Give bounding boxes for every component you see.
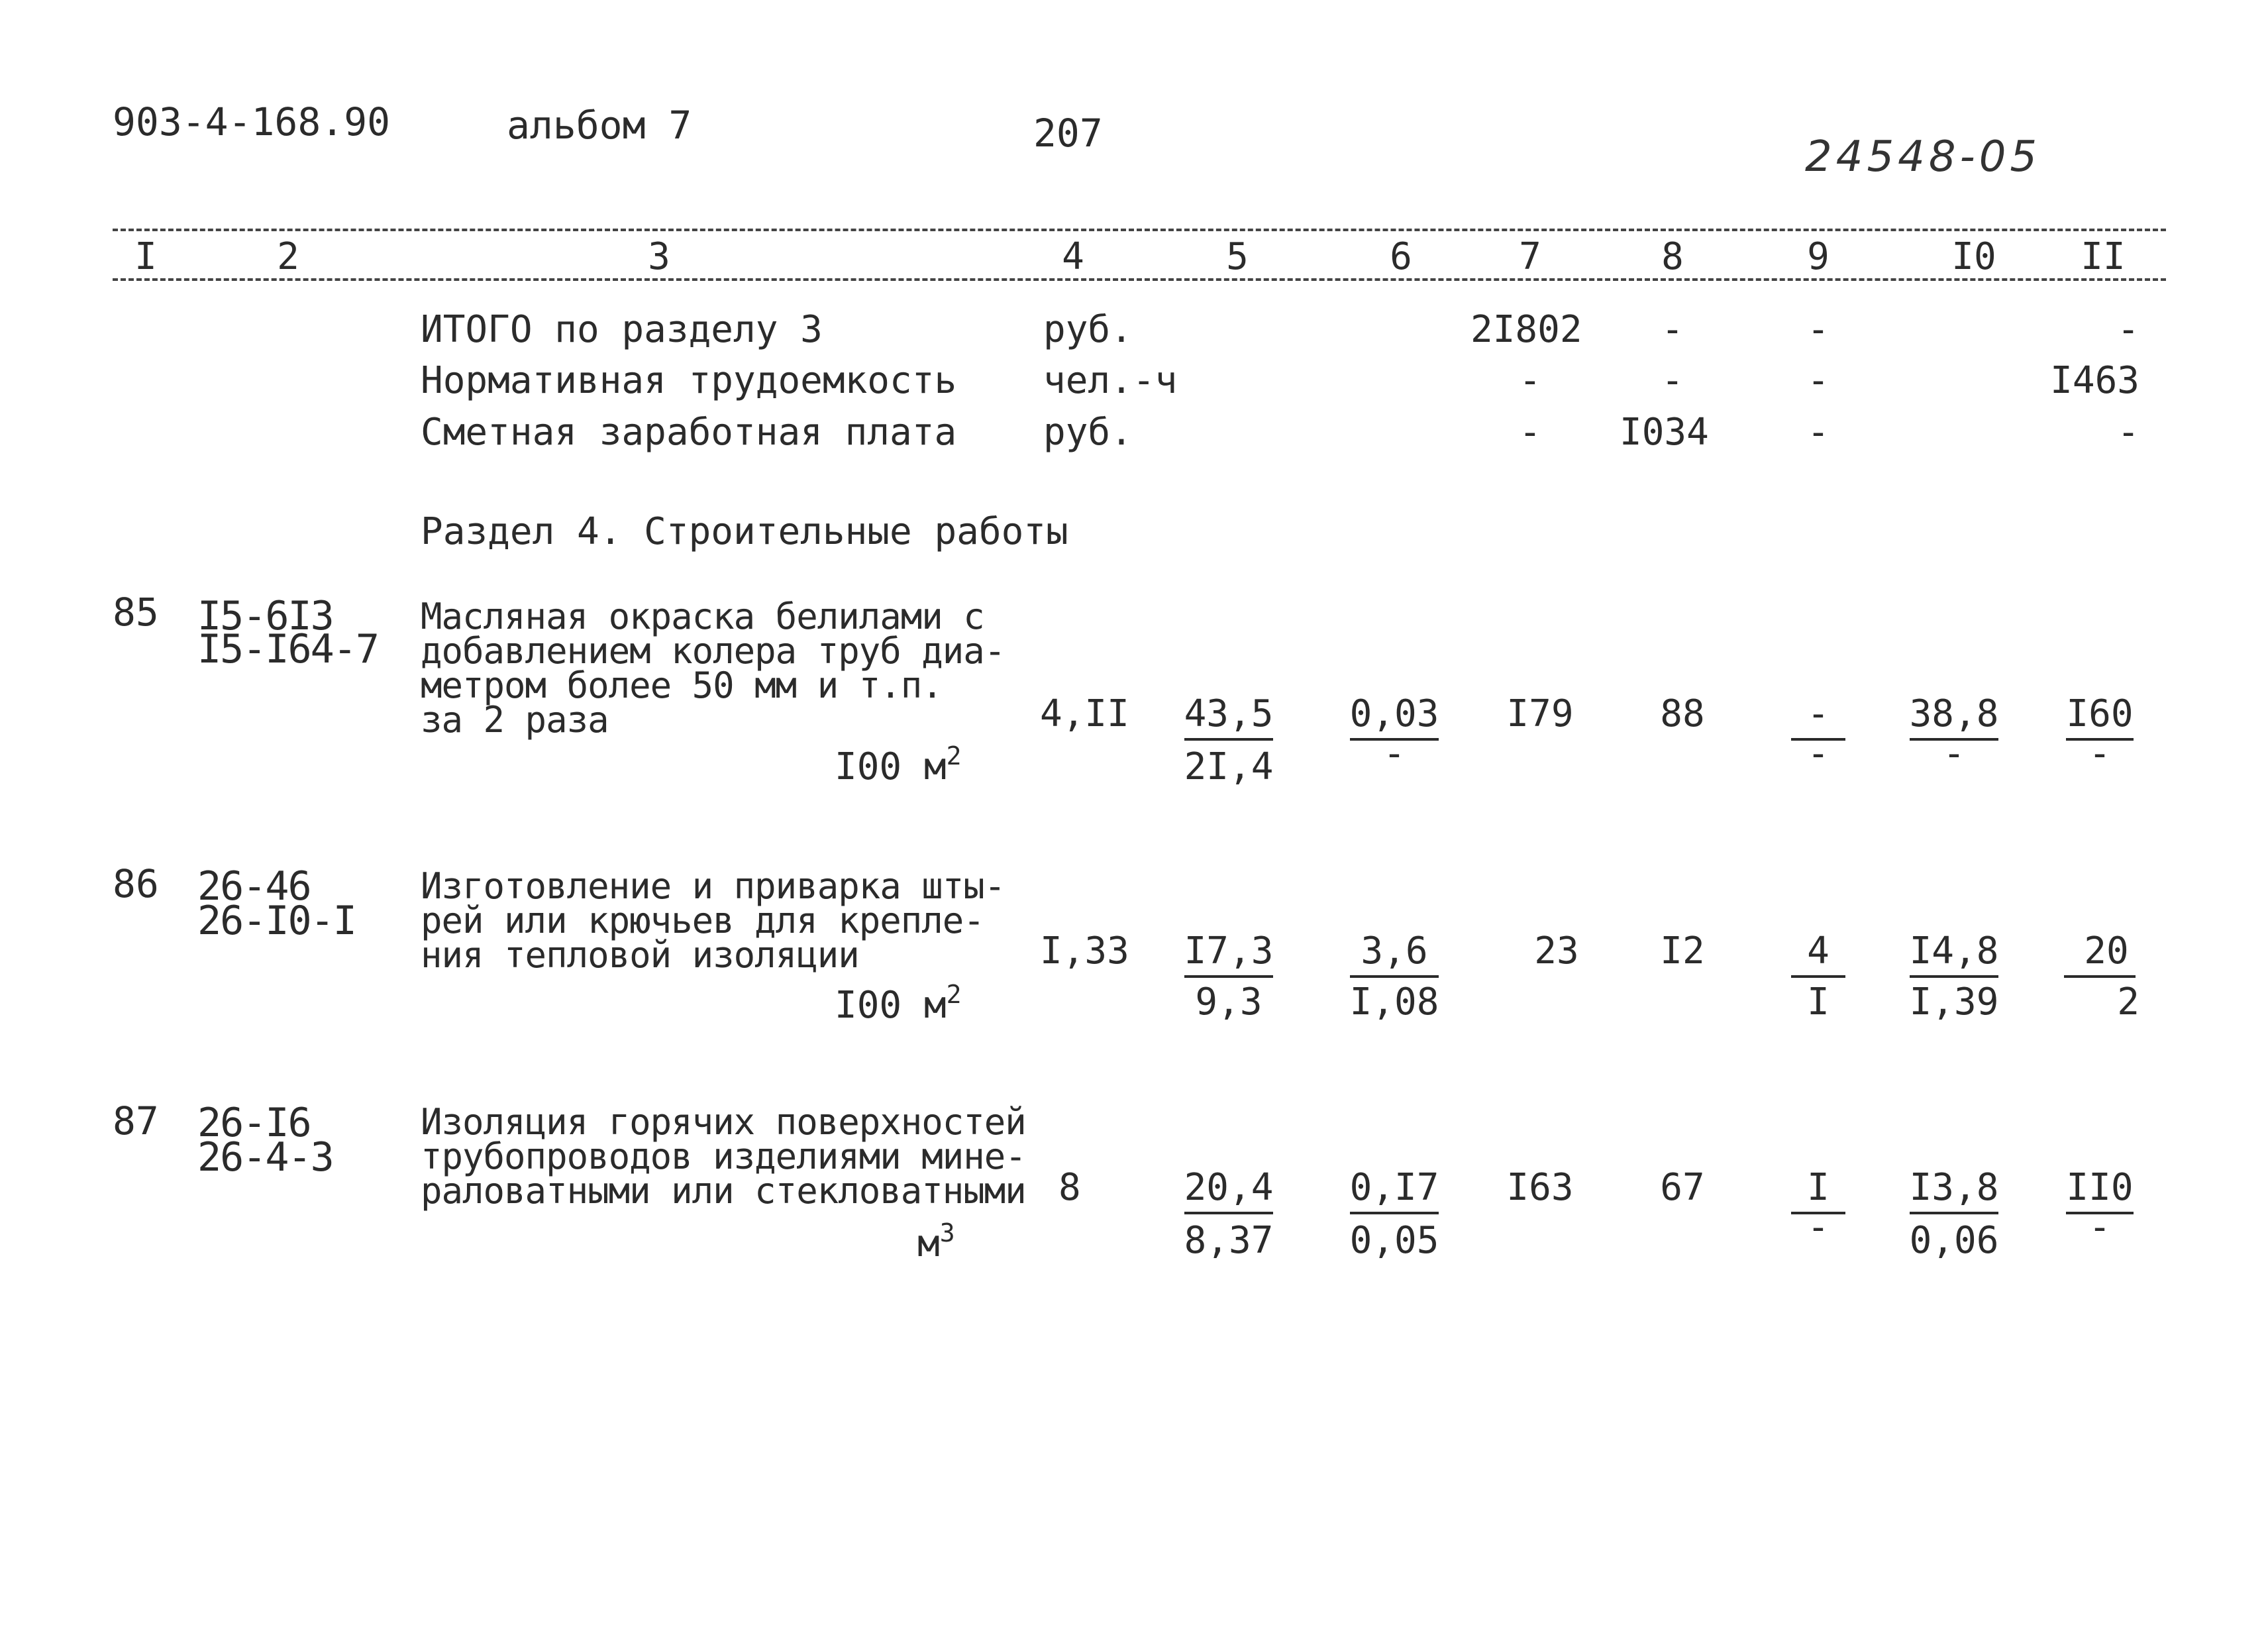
wage-fund-name: Сметная заработная плата [421, 411, 957, 454]
rate-code: 26-46 [197, 863, 311, 910]
col8-value: 67 [1660, 1166, 1705, 1209]
col10-value [1904, 692, 2004, 735]
col11-top: I60 [2066, 692, 2133, 741]
col9-value [1782, 692, 1855, 735]
document-code: 903-4-168.90 [113, 99, 391, 144]
col10-value [1904, 1166, 2004, 1209]
unit-label: м [917, 1222, 940, 1265]
column-header-5: 5 [1226, 235, 1249, 278]
labor-norm-col8: - [1661, 359, 1684, 402]
header-rule-bottom [113, 278, 2166, 281]
measure-unit [835, 741, 962, 788]
col9-bottom: - [1807, 1206, 1830, 1249]
unit-label: I00 м [835, 984, 947, 1027]
col5-bottom: 8,37 [1184, 1219, 1274, 1262]
row-number: 85 [113, 590, 159, 635]
col10-top: 38,8 [1910, 692, 1999, 741]
unit-exponent: 2 [946, 741, 962, 770]
col11-top: II0 [2066, 1166, 2133, 1214]
rate-code: 26-I6 [197, 1100, 311, 1146]
inventory-stamp: 24548-05 [1805, 132, 2041, 182]
row-number: 87 [113, 1098, 159, 1143]
quantity: 4,II [1040, 692, 1129, 735]
totals-unit: руб. [1043, 308, 1133, 351]
labor-norm-col7: - [1519, 359, 1541, 402]
col5-value [1179, 692, 1278, 735]
col11-bottom: - [2088, 732, 2111, 775]
work-description-line: рей или крючьев для крепле- [421, 900, 984, 941]
col8-value: 88 [1660, 692, 1705, 735]
col9-top: 4 [1791, 929, 1845, 978]
col5-top: 43,5 [1184, 692, 1274, 741]
col9-bottom: - [1807, 732, 1830, 775]
totals-col11: - [2117, 308, 2139, 351]
col10-bottom: I,39 [1909, 980, 1999, 1024]
totals-name: ИТОГО по разделу 3 [421, 308, 823, 351]
work-description-line: Изоляция горячих поверхностей [421, 1101, 1026, 1143]
quantity: I,33 [1040, 929, 1129, 973]
column-header-10: I0 [1951, 235, 1996, 278]
col6-bottom: I,08 [1349, 980, 1439, 1024]
work-description-line: трубопроводов изделиями мине- [421, 1136, 1026, 1177]
col7-value: 23 [1534, 929, 1579, 973]
col11-top: 20 [2064, 929, 2135, 978]
column-header-11: II [2081, 235, 2126, 278]
col9-top: I [1791, 1166, 1845, 1214]
rate-code: I5-I64-7 [197, 626, 378, 672]
col11-value [2060, 929, 2139, 973]
work-description-line: метром более 50 мм и т.п. [421, 664, 943, 706]
section-title: Раздел 4. Строительные работы [421, 510, 1068, 553]
wage-fund-col8: I034 [1620, 411, 1709, 454]
labor-norm-col9: - [1807, 359, 1830, 402]
col7-value: I63 [1506, 1166, 1574, 1209]
work-description-line: Масляная окраска белилами с [421, 596, 984, 637]
album-label: альбом 7 [507, 103, 692, 148]
col6-top: 0,I7 [1350, 1166, 1439, 1214]
col10-top: I3,8 [1910, 1166, 1999, 1214]
col6-bottom: 0,05 [1349, 1219, 1439, 1262]
col10-value [1904, 929, 2004, 973]
totals-col8: - [1661, 308, 1684, 351]
column-header-9: 9 [1807, 235, 1830, 278]
col5-top: 20,4 [1184, 1166, 1274, 1214]
col6-top: 0,03 [1350, 692, 1439, 741]
col5-value [1179, 929, 1278, 973]
col6-value [1345, 1166, 1444, 1209]
work-description-line: добавлением колера труб диа- [421, 630, 1005, 672]
col9-value [1782, 929, 1855, 973]
rate-code: I5-6I3 [197, 593, 333, 639]
col9-bottom: I [1807, 980, 1830, 1024]
col5-top: I7,3 [1184, 929, 1274, 978]
col5-bottom: 9,3 [1195, 980, 1263, 1024]
measure-unit [917, 1218, 955, 1265]
unit-exponent: 3 [939, 1218, 955, 1247]
work-description-line: за 2 раза [421, 699, 609, 741]
col10-bottom: 0,06 [1909, 1219, 1999, 1262]
col11-bottom: 2 [2117, 980, 2139, 1024]
wage-fund-col11: - [2117, 411, 2139, 454]
column-header-4: 4 [1062, 235, 1084, 278]
column-header-6: 6 [1390, 235, 1412, 278]
column-header-8: 8 [1661, 235, 1684, 278]
column-header-1: I [134, 235, 157, 278]
col6-top: 3,6 [1350, 929, 1438, 978]
col11-value [2060, 1166, 2139, 1209]
labor-norm-unit: чел.-ч [1043, 359, 1178, 402]
wage-fund-col9: - [1807, 411, 1830, 454]
totals-col9: - [1807, 308, 1830, 351]
col9-top: - [1791, 692, 1845, 741]
col8-value: I2 [1660, 929, 1705, 973]
header-rule-top [113, 229, 2166, 231]
work-description-line: раловатными или стекловатными [421, 1170, 1026, 1212]
quantity: 8 [1058, 1166, 1081, 1209]
col7-value: I79 [1506, 692, 1574, 735]
row-number: 86 [113, 861, 159, 906]
col5-value [1179, 1166, 1278, 1209]
labor-norm-col11: I463 [2050, 359, 2139, 402]
work-description-line: Изготовление и приварка шты- [421, 865, 1005, 907]
col5-bottom: 2I,4 [1184, 745, 1274, 788]
column-header-2: 2 [277, 235, 299, 278]
unit-exponent: 2 [946, 980, 962, 1009]
unit-label: I00 м [835, 745, 947, 788]
column-header-7: 7 [1519, 235, 1541, 278]
col10-bottom: - [1943, 732, 1965, 775]
page-number: 207 [1033, 111, 1103, 156]
col9-value [1782, 1166, 1855, 1209]
col10-top: I4,8 [1910, 929, 1999, 978]
column-header-3: 3 [648, 235, 670, 278]
col11-value [2060, 692, 2139, 735]
col6-bottom: - [1383, 732, 1406, 775]
col11-bottom: - [2088, 1206, 2111, 1249]
wage-fund-unit: руб. [1043, 411, 1133, 454]
measure-unit [835, 980, 962, 1027]
rate-code: 26-4-3 [197, 1134, 333, 1181]
col6-value [1345, 929, 1444, 973]
totals-col7: 2I802 [1470, 308, 1582, 351]
wage-fund-col7: - [1519, 411, 1541, 454]
rate-code: 26-I0-I [197, 898, 356, 944]
work-description-line: ния тепловой изоляции [421, 934, 859, 976]
labor-norm-name: Нормативная трудоемкость [421, 359, 957, 402]
col6-value [1345, 692, 1444, 735]
